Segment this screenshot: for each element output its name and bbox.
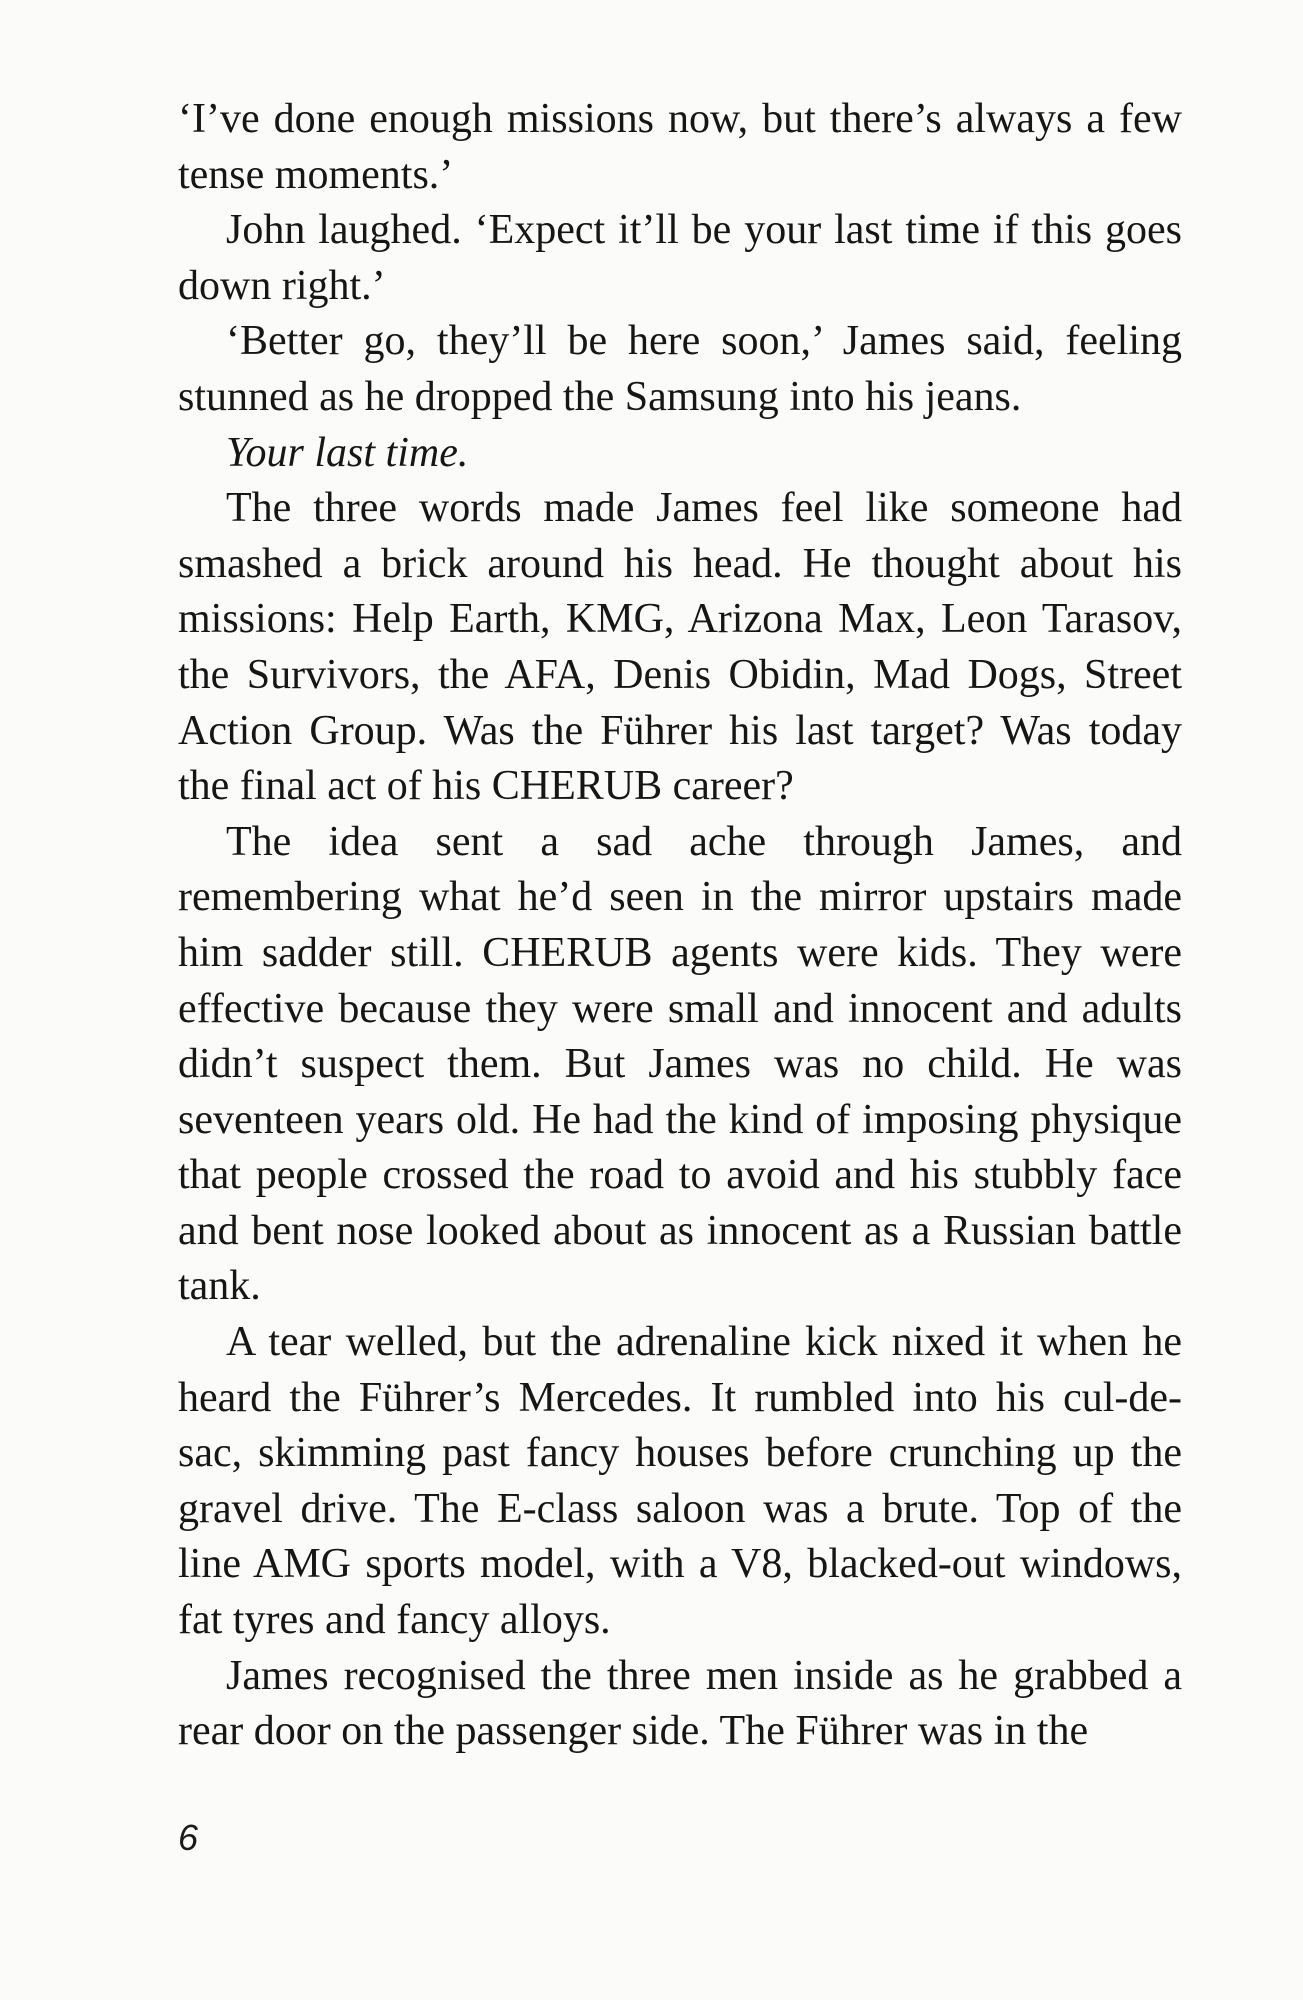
body-text (178, 92, 1182, 1760)
paragraph-1: ‘I’ve done enough missions now, but there’s always a few tense moments.’ (178, 96, 1182, 198)
paragraph-3: ‘Better go, they’ll be here soon,’ James said, feeling stunned as he dropped the Samsung into his jeans. (178, 318, 1182, 420)
paragraph-7: A tear welled, but the adrenaline kick nixed it when he heard the Führer’s Mercedes. It rumbled into his cul-de-sac, skimming past fancy houses before crunching up the gravel drive. The E-class saloon was a brute. Top of the line AMG sports model, with a V8, blacked-out windows, fat tyres and fancy alloys. (178, 1319, 1182, 1644)
paragraph-8: James recognised the three men inside as he grabbed a rear door on the passenger side. The Führer was in the (178, 1652, 1182, 1755)
paragraph-2: John laughed. ‘Expect it’ll be your last time if this goes down right.’ (178, 207, 1182, 309)
page-number: 6 (178, 1817, 199, 1858)
paragraph-4: Your last time. (226, 429, 469, 476)
paragraph-6: The idea sent a sad ache through James, and remembering what he’d seen in the mirror upstairs made him sadder still. CHERUB agents were kids. They were effective because they were small and innocent and adults didn’t suspect them. But James was no child. He was seventeen years old. He had the kind of imposing physique that people crossed the road to avoid and his stubbly face and bent nose looked about as innocent as a Russian battle tank. (178, 818, 1182, 1310)
paragraph-5: The three words made James feel like someone had smashed a brick around his head. He thought about his missions: Help Earth, KMG, Arizona Max, Leon Tarasov, the Survivors, the AFA, Denis Obidin, Mad Dogs, Street Action Group. Was the Führer his last target? Was today the final act of his CHERUB career? (178, 485, 1182, 810)
